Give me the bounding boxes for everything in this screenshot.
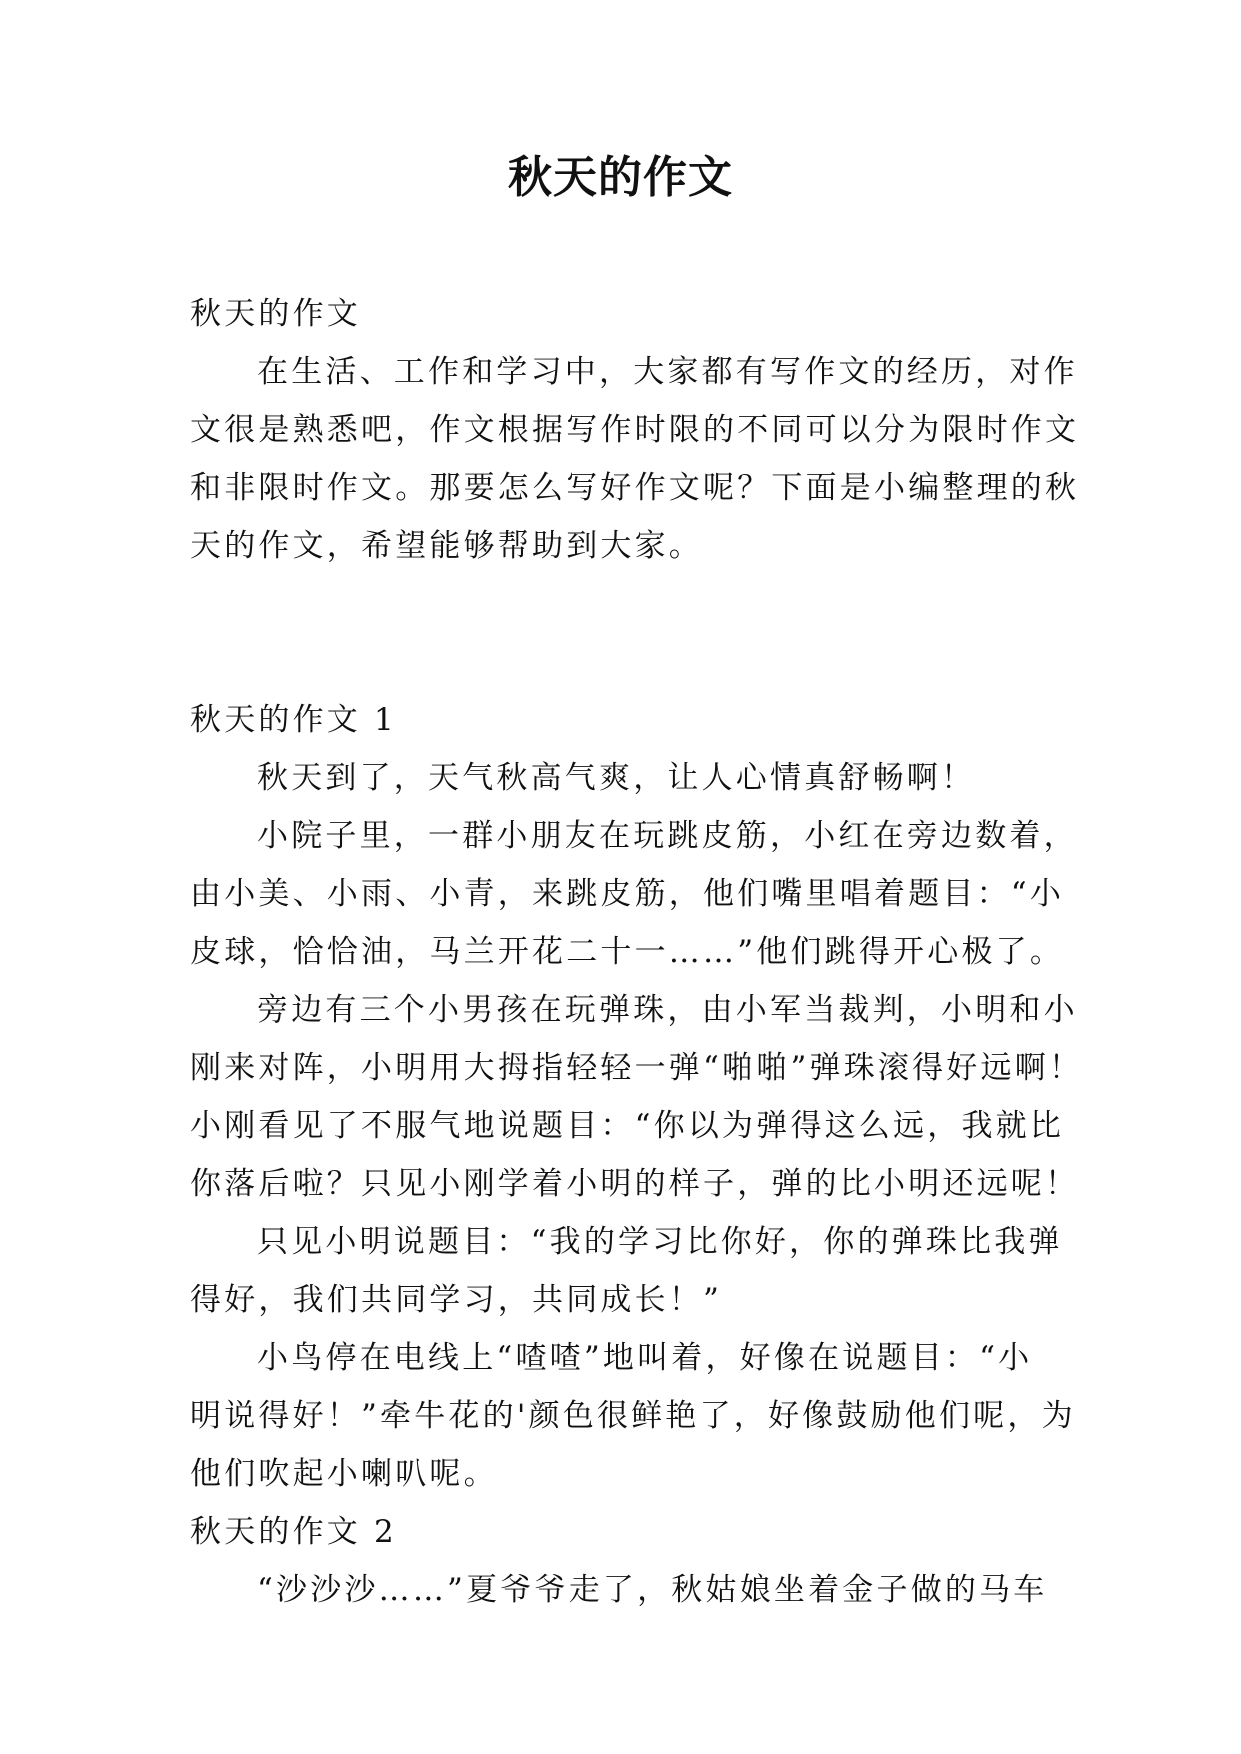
paragraph-line: 只见小明说题目：“我的学习比你好，你的弹珠比我弹	[257, 1224, 1063, 1260]
paragraph-line: 文很是熟悉吧，作文根据写作时限的不同可以分为限时作文	[190, 412, 1080, 448]
paragraph-line: 你落后啦？只见小刚学着小明的样子，弹的比小明还远呢！	[190, 1166, 1080, 1202]
paragraph-line: 小鸟停在电线上“喳喳”地叫着，好像在说题目：“小	[257, 1340, 1033, 1376]
document-title: 秋天的作文	[508, 152, 733, 203]
paragraph-line: 明说得好！”牵牛花的'颜色很鲜艳了，好像鼓励他们呢，为	[190, 1398, 1076, 1434]
paragraph-line: 皮球，恰恰油，马兰开花二十一……”他们跳得开心极了。	[190, 934, 1065, 970]
paragraph-line: 得好，我们共同学习，共同成长！”	[190, 1282, 723, 1318]
paragraph-line: “沙沙沙……”夏爷爷走了，秋姑娘坐着金子做的马车	[257, 1572, 1048, 1608]
paragraph-line: 旁边有三个小男孩在玩弹珠，由小军当裁判，小明和小	[257, 992, 1078, 1028]
paragraph-line: 在生活、工作和学习中，大家都有写作文的经历，对作	[257, 354, 1078, 390]
paragraph-line: 天的作文，希望能够帮助到大家。	[190, 528, 703, 564]
paragraph-line: 他们吹起小喇叭呢。	[190, 1456, 498, 1492]
section-heading: 秋天的作文 1	[190, 702, 397, 738]
section-gap	[190, 575, 1070, 691]
document-body	[190, 285, 1084, 1619]
intro-heading: 秋天的作文	[190, 296, 361, 332]
paragraph-line: 秋天到了，天气秋高气爽，让人心情真舒畅啊！	[257, 760, 976, 796]
paragraph-line: 由小美、小雨、小青，来跳皮筋，他们嘴里唱着题目：“小	[190, 876, 1065, 912]
section-heading: 秋天的作文 2	[190, 1514, 397, 1550]
paragraph-line: 刚来对阵，小明用大拇指轻轻一弹“啪啪”弹珠滚得好远啊！	[190, 1050, 1084, 1086]
paragraph-line: 小刚看见了不服气地说题目：“你以为弹得这么远，我就比	[190, 1108, 1065, 1144]
paragraph-line: 和非限时作文。那要怎么写好作文呢？下面是小编整理的秋	[190, 470, 1080, 506]
paragraph-line: 小院子里，一群小朋友在玩跳皮筋，小红在旁边数着，	[257, 818, 1078, 854]
